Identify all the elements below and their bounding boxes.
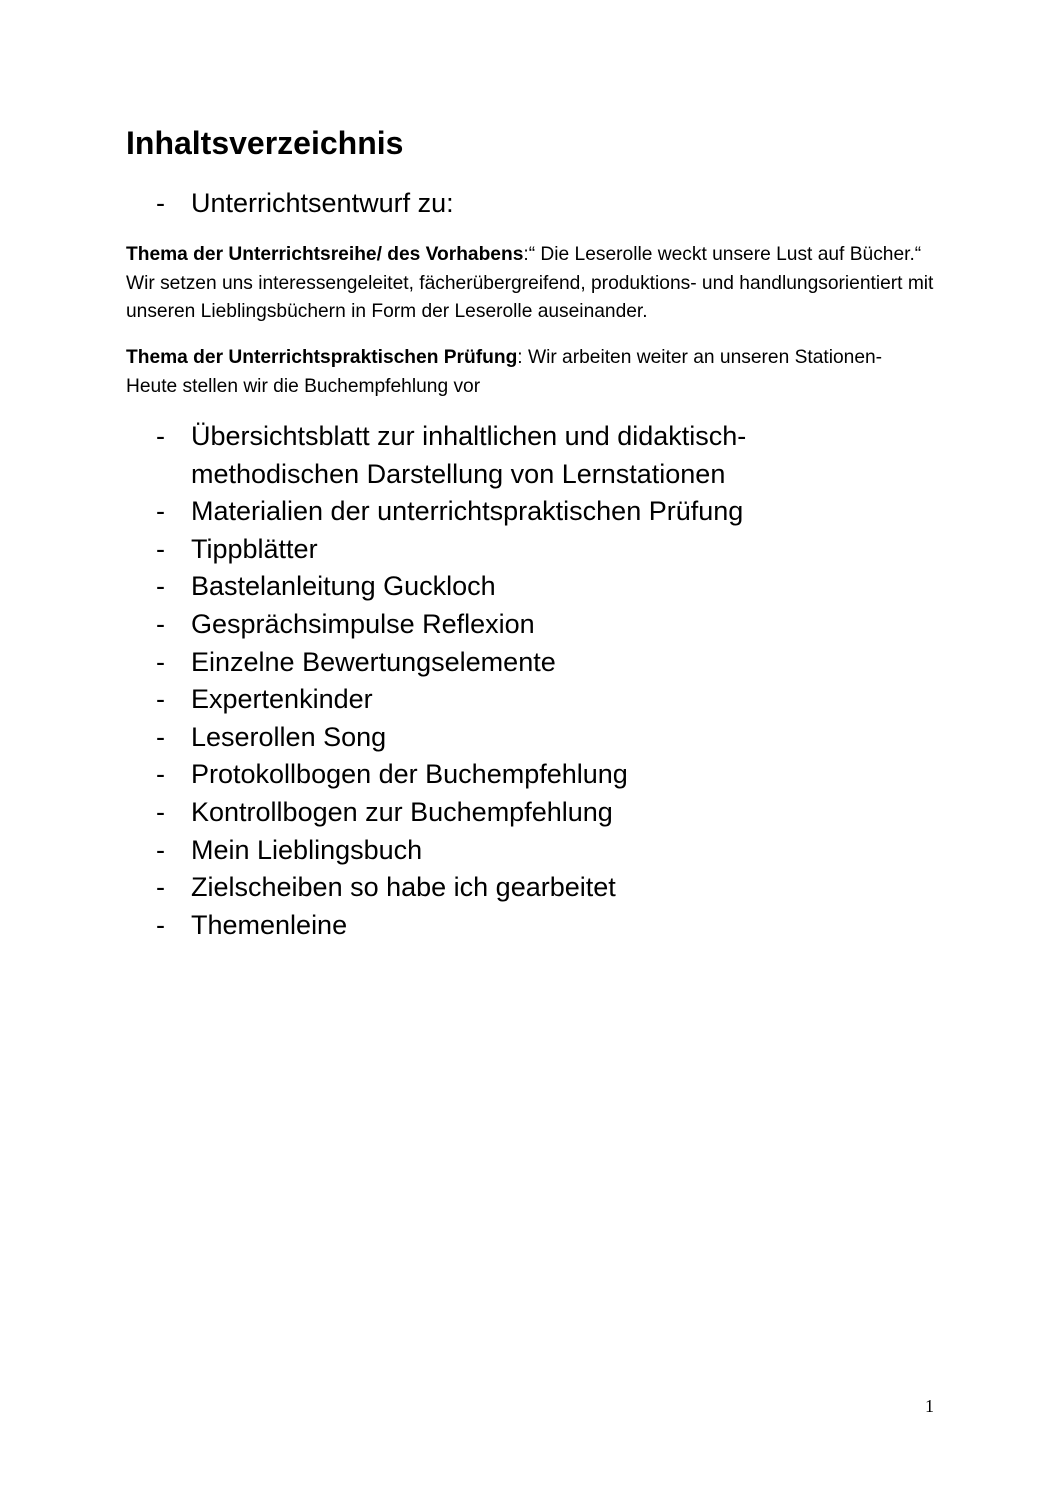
list-item: - Tippblätter xyxy=(150,531,950,569)
paragraph-text: : Wir arbeiten weiter an unseren Stationen- Heute stellen wir die Buchempfehlung vor xyxy=(126,347,883,397)
contents-list xyxy=(150,418,950,944)
paragraph-text: :“ Die Leserolle weckt unsere Lust auf Bücher.“ Wir setzen uns interessengeleitet, fächerübergreifend, produktions- und handlungsorientiert mit unseren Lieblingsbüchern in Form der Leserolle auseinander. xyxy=(126,244,934,322)
paragraph-label: Thema der Unterrichtsreihe/ des Vorhabens xyxy=(126,244,524,265)
list-item: - Mein Lieblingsbuch xyxy=(150,832,950,870)
list-item-intro: - Unterrichtsentwurf zu: xyxy=(150,185,950,223)
list-item: - Einzelne Bewertungselemente xyxy=(150,644,950,682)
list-item: - Bastelanleitung Guckloch xyxy=(150,568,950,606)
list-item: - Kontrollbogen zur Buchempfehlung xyxy=(150,794,950,832)
page-number: 1 xyxy=(925,1396,934,1416)
page-title: Inhaltsverzeichnis xyxy=(126,125,404,161)
paragraph-unterrichtsreihe xyxy=(126,241,936,327)
list-item: - Gesprächsimpulse Reflexion xyxy=(150,606,950,644)
paragraph-label: Thema der Unterrichtspraktischen Prüfung xyxy=(126,347,518,368)
paragraph-pruefung xyxy=(126,344,936,401)
list-item: - Zielscheiben so habe ich gearbeitet xyxy=(150,869,950,907)
list-item: - Expertenkinder xyxy=(150,681,950,719)
list-item: - Leserollen Song xyxy=(150,719,950,757)
list-item: - Materialien der unterrichtspraktischen Prüfung xyxy=(150,493,950,531)
list-item: - Protokollbogen der Buchempfehlung xyxy=(150,756,950,794)
list-item: - Themenleine xyxy=(150,907,950,945)
list-item: - Übersichtsblatt zur inhaltlichen und didaktisch-methodischen Darstellung von Lernstationen xyxy=(150,418,831,493)
intro-list xyxy=(150,185,950,223)
